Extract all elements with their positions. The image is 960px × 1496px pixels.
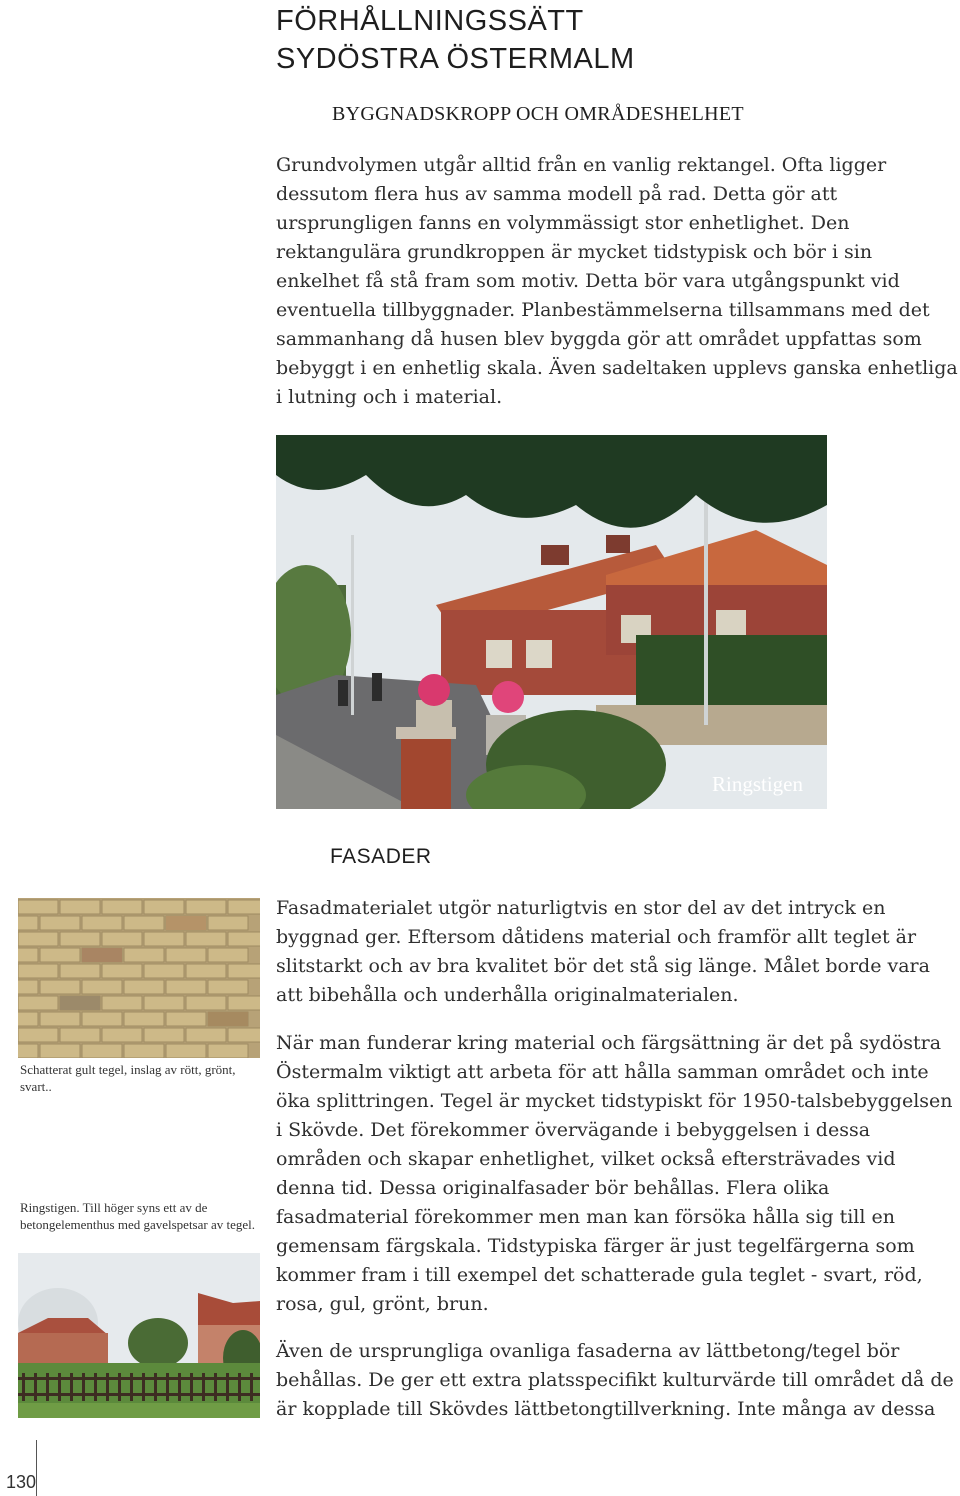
body-paragraph-fasader-1: Fasadmaterialet utgör naturligtvis en stor del av det intryck en byggnad ger. Eftersom dåtidens material och framför allt teglet är slitstarkt och av bra kvalitet bör det stå sig länge. Målet borde vara att bibehålla och underhålla originalmaterialen.: [276, 897, 930, 1006]
photo-label-ringstigen: Ringstigen: [711, 772, 803, 796]
brick-photo: [18, 898, 260, 1058]
section-heading-byggnadskropp: BYGGNADSKROPP OCH OMRÅDESHELHET: [332, 103, 744, 125]
page-title: [276, 2, 635, 78]
body-paragraph-byggnadskropp: Grundvolymen utgår alltid från en vanlig rektangel. Ofta ligger dessutom flera hus av samma modell på rad. Detta gör att ursprungligen fanns en volymmässigt stor enhetlighet. Den rektangulära grundkroppen är mycket tidstypisk och bör i sin enkelhet få stå fram som motiv. Detta bör vara utgångspunkt vid eventuella tillbyggnader. Planbestämmelserna tillsammans med det sammanhang då husen blev byggda gör att området uppfattas som bebyggt i en enhetlig skala. Även sadeltaken upplevs ganska enhetliga i lutning och i material.: [276, 154, 958, 408]
caption-brick-photo: Schatterat gult tegel, inslag av rött, grönt, svart..: [20, 1062, 236, 1094]
page-number: 130: [6, 1472, 37, 1492]
brick-wall-illustration: [18, 898, 260, 1058]
title-line-2: SYDÖSTRA ÖSTERMALM: [276, 43, 635, 75]
caption-street-photo: Ringstigen. Till höger syns ett av de betongelementhus med gavelspetsar av tegel.: [20, 1200, 256, 1232]
street-photo-ringstigen: [18, 1253, 260, 1418]
main-photo-ringstigen: [276, 435, 827, 809]
page-number-rule: [36, 1440, 37, 1496]
title-line-1: FÖRHÅLLNINGSSÄTT: [276, 5, 584, 37]
street-scene-illustration: [276, 435, 827, 809]
houses-illustration: [18, 1253, 260, 1418]
section-heading-fasader: FASADER: [330, 845, 432, 868]
body-paragraph-fasader-2: När man funderar kring material och färgsättning är det på sydöstra Östermalm viktigt att arbeta för att hålla samman området och inte öka splittringen. Tegel är mycket tidstypiskt för 1950-talsbebyggelsen i Skövde. Det förekommer övervägande i bebyggelsen i dessa områden och skapar enhetlighet, vilket också eftersträvades vid denna tid. Dessa originalfasader bör behållas. Flera olika fasadmaterial förekommer men man kan försöka hålla sig till en gemensam färgskala. Tidstypiska färger är just tegelfärgerna som kommer fram i till exempel det schatterade gula teglet - svart, röd, rosa, gul, grönt, brun.: [276, 1032, 953, 1315]
body-paragraph-fasader-3: Även de ursprungliga ovanliga fasaderna av lättbetong/tegel bör behållas. De ger ett extra platsspecifikt kulturvärde till området då de är kopplade till Skövdes lättbetongtillverkning. Inte många av dessa: [276, 1340, 954, 1420]
